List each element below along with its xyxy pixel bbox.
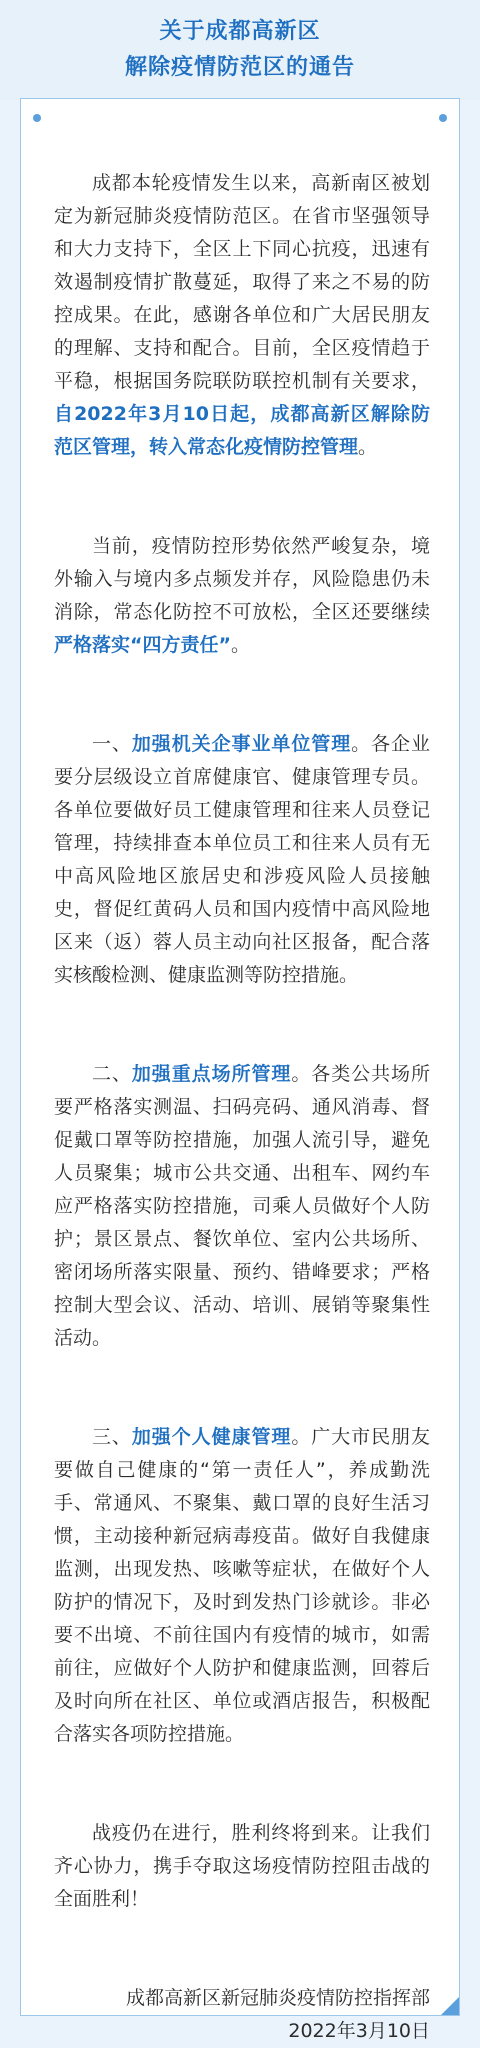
notice-card (20, 98, 460, 2042)
page-title-line-2: 解除疫情防范区的通告 (124, 55, 355, 80)
item-2-heading: 加强重点场所管理 (131, 1063, 292, 1085)
situation-tail: 。 (230, 634, 250, 656)
header (0, 0, 480, 100)
intro-highlight: 自2022年3月10日起，成都高新区解除防范区管理，转入常态化疫情防控管理 (54, 403, 430, 458)
paragraph-closing: 战疫仍在进行，胜利终将到来。让我们齐心协力，携手夺取这场疫情防控阻击战的全面胜利！ (54, 1822, 430, 1910)
paragraph-item-3 (54, 1421, 430, 1751)
item-3-heading: 加强个人健康管理 (131, 1426, 292, 1448)
intro-tail: 。 (358, 436, 378, 458)
page-title-line-1: 关于成都高新区 (159, 19, 321, 44)
signature-date: 2022年3月10日 (288, 2020, 430, 2042)
left-dot-icon (33, 114, 41, 122)
item-1-text: 。各企业要分层级设立首席健康官、健康管理专员。各单位要做好员工健康管理和往来人员登记管理，持续排查本单位员工和往来人员有无中高风险地区旅居史和涉疫风险人员接触史，督促红黄码人员和国内疫情中高风险地区来（返）蓉人员主动向社区报备，配合落实核酸检测、健康监测等防控措施。 (54, 733, 430, 986)
item-1-heading: 加强机关企事业单位管理 (131, 733, 352, 755)
signature-org: 成都高新区新冠肺炎疫情防控指挥部 (125, 1987, 430, 2009)
item-2-text: 。各类公共场所要严格落实测温、扫码亮码、通风消毒、督促戴口罩等防控措施，加强人流引导，避免人员聚集；城市公共交通、出租车、网约车应严格落实防控措施，司乘人员做好个人防护；景区景点、餐饮单位、室内公共场所、密闭场所落实限量、预约、错峰要求；严格控制大型会议、活动、培训、展销等聚集性活动。 (54, 1063, 430, 1349)
paragraph-item-2 (54, 1058, 430, 1355)
right-dot-icon (439, 114, 447, 122)
item-3-prefix: 三、 (92, 1426, 132, 1448)
paragraph-situation (54, 530, 430, 662)
paragraph-intro (54, 167, 430, 464)
item-2-prefix: 二、 (92, 1063, 132, 1085)
paragraph-item-1 (54, 728, 430, 992)
intro-text: 成都本轮疫情发生以来，高新南区被划定为新冠肺炎疫情防范区。在省市坚强领导和大力支持下，全区上下同心抗疫，迅速有效遏制疫情扩散蔓延，取得了来之不易的防控成果。在此，感谢各单位和广大居民朋友的理解、支持和配合。目前，全区疫情趋于平稳，根据国务院联防联控机制有关要求， (54, 172, 430, 392)
situation-highlight: 严格落实“四方责任” (54, 634, 231, 656)
notice-body (54, 167, 430, 2048)
item-3-text: 。广大市民朋友要做自己健康的“第一责任人”，养成勤洗手、常通风、不聚集、戴口罩的良好生活习惯，主动接种新冠病毒疫苗。做好自我健康监测，出现发热、咳嗽等症状，在做好个人防护的情况下，及时到发热门诊就诊。非必要不出境、不前往国内有疫情的城市，如需前往，应做好个人防护和健康监测，回蓉后及时向所在社区、单位或酒店报告，积极配合落实各项防控措施。 (54, 1426, 430, 1745)
corner-triangle-icon (441, 1997, 459, 2015)
situation-text: 当前，疫情防控形势依然严峻复杂，境外输入与境内多点频发并存，风险隐患仍未消除，常态化防控不可放松，全区还要继续 (54, 535, 430, 623)
item-1-prefix: 一、 (92, 733, 132, 755)
